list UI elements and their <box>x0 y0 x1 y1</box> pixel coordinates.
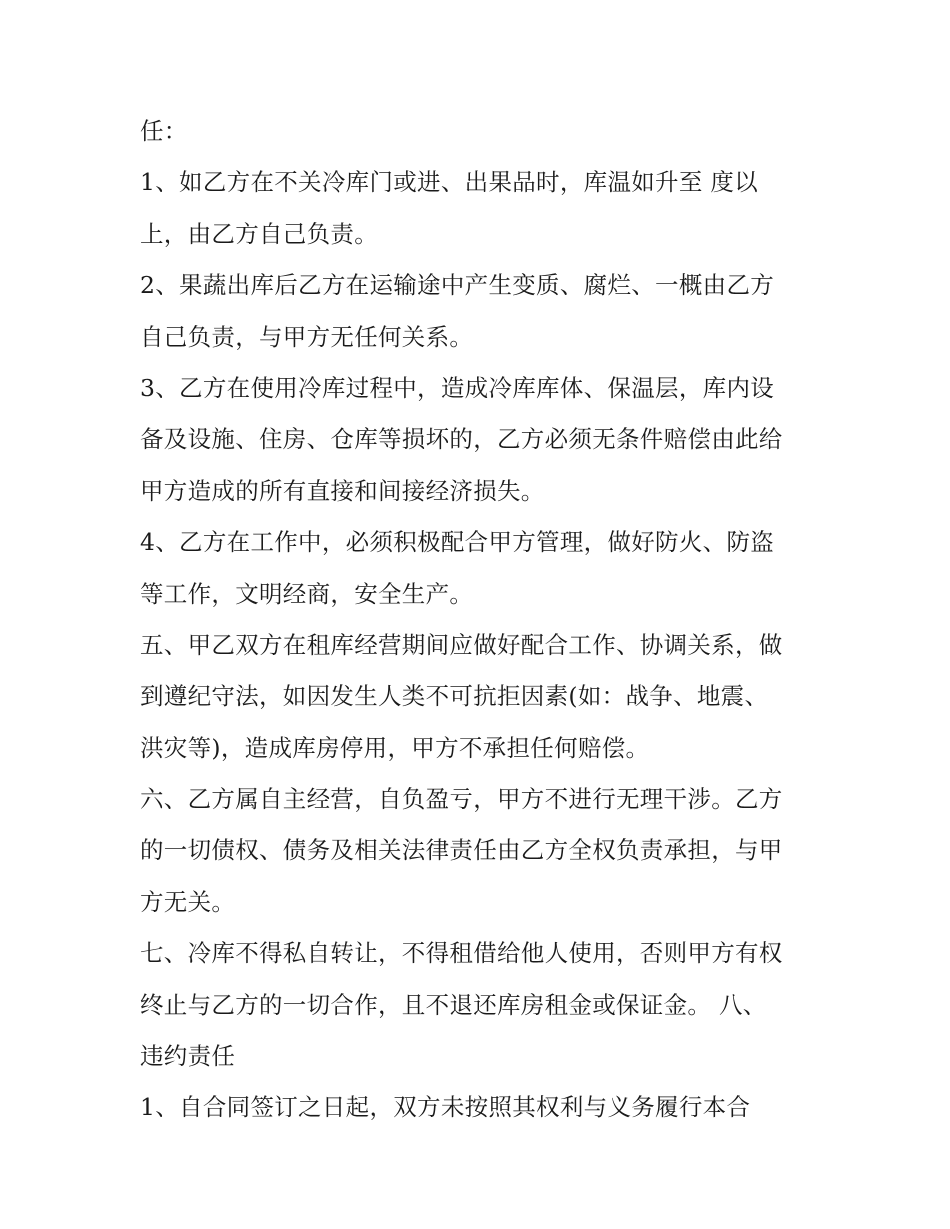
text-line: 方无关。 <box>140 887 236 916</box>
text-line: 终止与乙方的一切合作，且不退还库房租金或保证金。 八、 <box>140 990 767 1019</box>
text-line: 2、果蔬出库后乙方在运输途中产生变质、腐烂、一概由乙方 <box>140 271 775 300</box>
text-line: 甲方造成的所有直接和间接经济损失。 <box>140 476 545 505</box>
text-line: 七、冷库不得私自转让，不得租借给他人使用，否则甲方有权 <box>140 939 783 968</box>
text-line: 1、自合同签订之日起，双方未按照其权利与义务履行本合 <box>140 1093 751 1122</box>
text-line: 上，由乙方自己负责。 <box>140 219 378 248</box>
text-line: 到遵纪守法，如因发生人类不可抗拒因素(如：战争、地震、 <box>140 682 769 711</box>
text-line: 自己负责，与甲方无任何关系。 <box>140 322 474 351</box>
text-line: 任： <box>140 117 188 145</box>
text-line: 违约责任 <box>140 1042 236 1071</box>
text-line: 的一切债权、债务及相关法律责任由乙方全权负责承担，与甲 <box>140 836 783 865</box>
text-line: 洪灾等)，造成库房停用，甲方不承担任何赔偿。 <box>140 733 650 762</box>
text-line: 六、乙方属自主经营，自负盈亏，甲方不进行无理干涉。乙方 <box>140 785 783 814</box>
text-line: 1、如乙方在不关冷库门或进、出果品时，库温如升至 度以 <box>140 168 759 197</box>
text-line: 3、乙方在使用冷库过程中，造成冷库库体、保温层，库内设 <box>140 373 775 402</box>
text-line: 4、乙方在工作中，必须积极配合甲方管理，做好防火、防盗 <box>140 528 775 557</box>
text-line: 备及设施、住房、仓库等损坏的，乙方必须无条件赔偿由此给 <box>140 425 783 454</box>
text-line: 五、甲乙双方在租库经营期间应做好配合工作、协调关系，做 <box>140 630 783 659</box>
document-body <box>140 106 820 1134</box>
text-line: 等工作，文明经商，安全生产。 <box>140 579 474 608</box>
